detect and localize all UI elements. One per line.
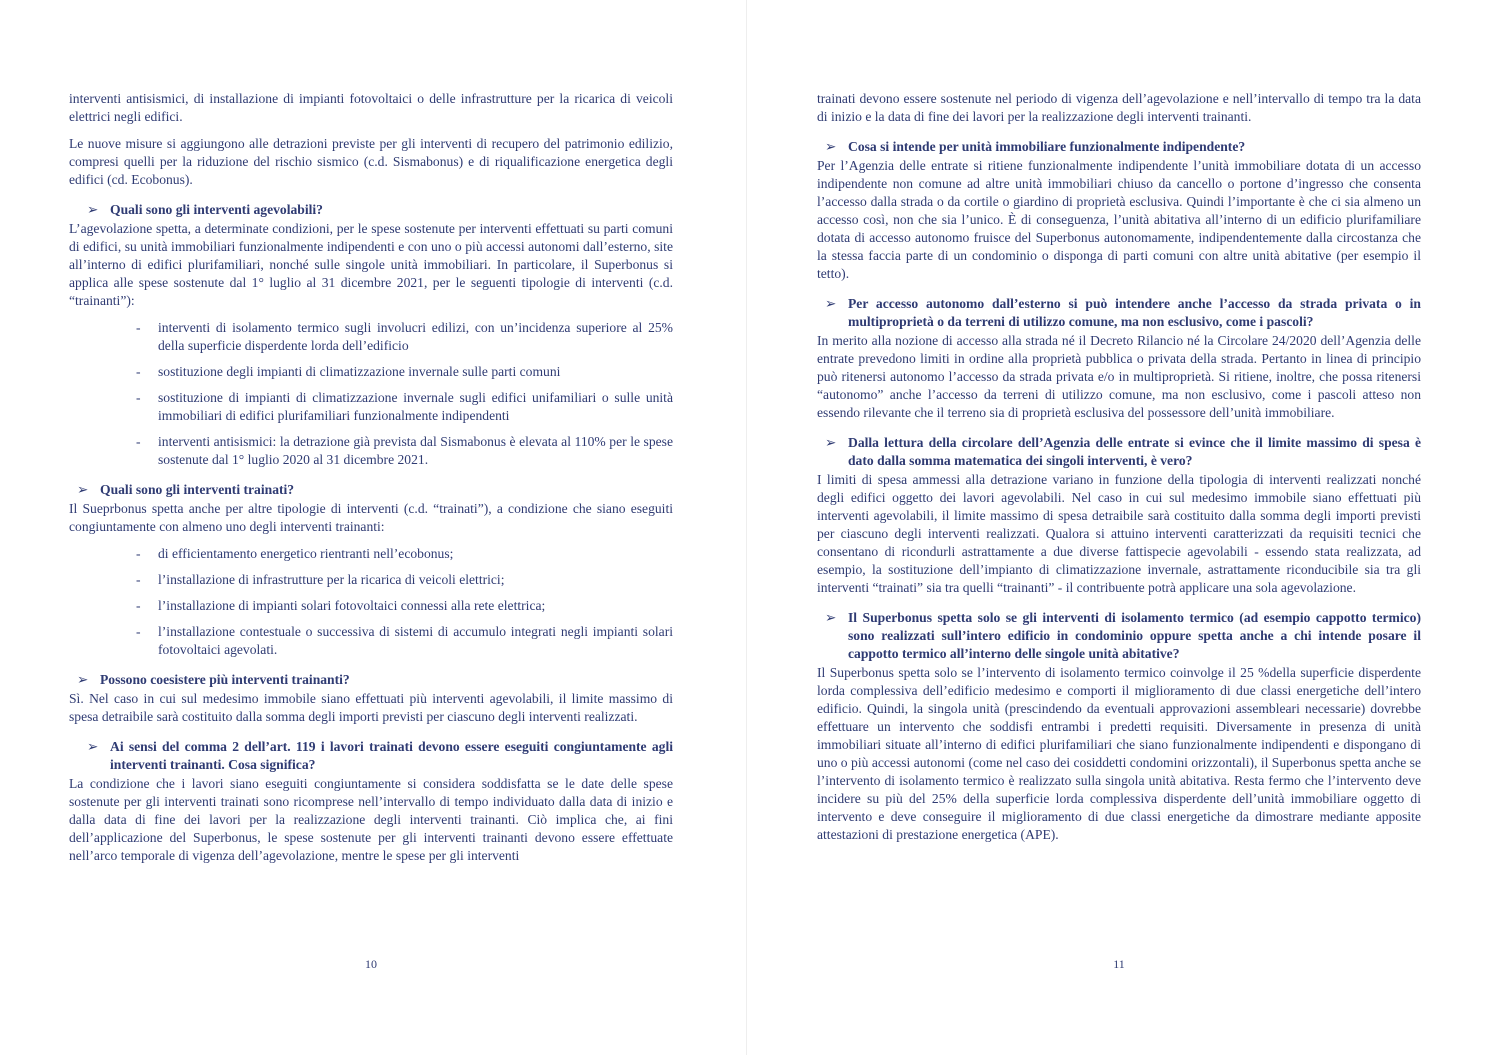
- arrow-bullet-icon: ➢: [825, 610, 837, 625]
- question-heading: [69, 481, 673, 499]
- dash-bullet: -: [136, 546, 141, 561]
- page-number: 10: [365, 957, 377, 971]
- page-left: [0, 0, 745, 1055]
- question-heading: [817, 295, 1421, 331]
- list-item: [69, 623, 673, 659]
- question-heading: [817, 138, 1421, 156]
- list-item: [69, 545, 673, 563]
- answer-paragraph: Sì. Nel caso in cui sul medesimo immobile siano effettuati più interventi agevolabili, il limite massimo di spesa detraibile sarà costituito dalla somma degli importi previsti per ciascuno degli interventi realizzati.: [69, 691, 673, 724]
- list-item: [69, 363, 673, 381]
- dash-bullet: -: [136, 624, 141, 639]
- answer-paragraph: I limiti di spesa ammessi alla detrazione variano in funzione della tipologia di interventi realizzati nonché degli edifici oggetto dei lavori agevolabili. Nel caso in cui sul medesimo immobile siano effettuati più interventi agevolabili, il limite massimo di spesa detraibile sarà costituito dalla somma degli importi previsti per ciascuno degli interventi realizzati. Qualora si attuino interventi caratterizzati da requisiti tecnici che consentano di ricondurli astrattamente a due diverse fattispecie agevolabili - essendo stata realizzata, ad esempio, la sostituzione dell’impianto di climatizzazione invernale, astrattamente riconducibile sia tra gli interventi “trainati” sia tra quelli “trainanti” - il contribuente potrà applicare una sola agevolazione.: [817, 472, 1421, 595]
- paragraph: trainati devono essere sostenute nel periodo di vigenza dell’agevolazione e nell’intervallo di tempo tra la data di inizio e la data di fine dei lavori per la realizzazione degli interventi trainanti.: [817, 91, 1421, 124]
- arrow-bullet-icon: ➢: [87, 739, 99, 754]
- question-text: Dalla lettura della circolare dell’Agenzia delle entrate si evince che il limite massimo di spesa è dato dalla somma matematica dei singoli interventi, è vero?: [848, 435, 1421, 468]
- paragraph: interventi antisismici, di installazione di impianti fotovoltaici o delle infrastrutture per la ricarica di veicoli elettrici negli edifici.: [69, 91, 673, 124]
- question-heading: [69, 738, 673, 774]
- dash-bullet: -: [136, 390, 141, 405]
- question-text: Il Superbonus spetta solo se gli interventi di isolamento termico (ad esempio cappotto termico) sono realizzati sull’intero edificio in condominio oppure spetta anche a chi intende posare il cappotto termico all’interno delle singole unità abitative?: [848, 610, 1421, 661]
- arrow-bullet-icon: ➢: [825, 296, 837, 311]
- question-text: Per accesso autonomo dall’esterno si può intendere anche l’accesso da strada privata o in multiproprietà o da terreni di utilizzo comune, ma non esclusivo, come i pascoli?: [848, 296, 1421, 329]
- answer-paragraph: In merito alla nozione di accesso alla strada né il Decreto Rilancio né la Circolare 24/2020 dell’Agenzia delle entrate prevedono limiti in ordine alla proprietà pubblica o privata della strada. Pertanto in linea di principio può ritenersi autonomo l’accesso da strada privata e/o in multiproprietà. Si ritiene, inoltre, che possa ritenersi “autonomo” anche l’accesso da terreni di utilizzo comune, ma non esclusivo, come i pascoli atteso non essendo rilevante che il terreno sia di proprietà esclusiva del possessore dell’unità immobiliare.: [817, 333, 1421, 420]
- arrow-bullet-icon: ➢: [77, 482, 89, 497]
- list-item: [69, 319, 673, 355]
- list-item: [69, 433, 673, 469]
- question-text: Quali sono gli interventi agevolabili?: [110, 202, 323, 217]
- list-item-text: l’installazione di infrastrutture per la ricarica di veicoli elettrici;: [158, 572, 505, 587]
- arrow-bullet-icon: ➢: [87, 202, 99, 217]
- dash-bullet: -: [136, 572, 141, 587]
- list-item: [69, 597, 673, 615]
- question-heading: [817, 609, 1421, 663]
- list-item-text: interventi di isolamento termico sugli involucri edilizi, con un’incidenza superiore al 25% della superficie disperdente lorda dell’edificio: [158, 320, 673, 353]
- page-right: [746, 0, 1491, 1055]
- answer-paragraph: Per l’Agenzia delle entrate si ritiene funzionalmente indipendente l’unità immobiliare dotata di un accesso indipendente non comune ad altre unità immobiliari chiuso da cancello o portone d’ingresso che consenta l’accesso dalla strada o da cortile o giardino di proprietà esclusiva. Quindi l’importante è che ci sia almeno un accesso così, non che sia l’unico. È di conseguenza, l’unità abitativa all’interno di un edificio plurifamiliare dotata di accesso autonomo fruisce del Superbonus autonomamente, indipendentemente dalla circostanza che la stessa faccia parte di un condominio o disponga di parti comuni con altre unità abitative (per esempio il tetto).: [817, 158, 1421, 281]
- list-item: [69, 571, 673, 589]
- page-right-content: [817, 90, 1421, 853]
- dash-bullet: -: [136, 364, 141, 379]
- question-text: Cosa si intende per unità immobiliare funzionalmente indipendente?: [848, 139, 1246, 154]
- question-heading: [69, 201, 673, 219]
- dash-bullet: -: [136, 434, 141, 449]
- bullet-list: [69, 545, 673, 659]
- answer-paragraph: L’agevolazione spetta, a determinate condizioni, per le spese sostenute per interventi effettuati su parti comuni di edifici, su unità immobiliari funzionalmente indipendenti e con uno o più accessi autonomi dall’esterno, site all’interno di edifici plurifamiliari, nonché sulle singole unità immobiliari. In particolare, il Superbonus si applica alle spese sostenute dal 1° luglio al 31 dicembre 2021, per le seguenti tipologie di interventi (c.d. “trainanti”):: [69, 221, 673, 308]
- list-item-text: sostituzione degli impianti di climatizzazione invernale sulle parti comuni: [158, 364, 561, 379]
- arrow-bullet-icon: ➢: [825, 435, 837, 450]
- list-item: [69, 389, 673, 425]
- list-item-text: l’installazione contestuale o successiva di sistemi di accumulo integrati negli impianti solari fotovoltaici agevolati.: [158, 624, 673, 657]
- question-heading: [69, 671, 673, 689]
- page-left-content: [69, 90, 673, 874]
- arrow-bullet-icon: ➢: [825, 139, 837, 154]
- list-item-text: sostituzione di impianti di climatizzazione invernale sugli edifici unifamiliari o sulle unità immobiliari di edifici plurifamiliari funzionalmente indipendenti: [158, 390, 673, 423]
- arrow-bullet-icon: ➢: [77, 672, 89, 687]
- dash-bullet: -: [136, 320, 141, 335]
- question-heading: [817, 434, 1421, 470]
- answer-paragraph: Il Superbonus spetta solo se l’intervento di isolamento termico coinvolge il 25 %della superficie disperdente lorda complessiva dell’edificio medesimo e comporti il miglioramento di due classi energetiche dell’intero edificio. Quindi, la singola unità (prescindendo da eventuali approvazioni assembleari necessarie) dovrebbe effettuare un intervento che soddisfi entrambi i predetti requisiti. Diversamente in presenza di unità immobiliari situate all’interno di edifici plurifamiliari che siano funzionalmente indipendenti e dispongano di uno o più accessi autonomi (come nel caso dei cosiddetti condomini orizzontali), il Superbonus spetta anche se l’intervento di isolamento termico è realizzato sulla singola unità abitativa. Resta fermo che l’intervento deve incidere su più del 25% della superficie lorda complessiva disperdente dell’unità immobiliare oggetto di intervento e deve conseguire il miglioramento di due classi energetiche da dimostrare mediante apposite attestazioni di prestazione energetica (APE).: [817, 665, 1421, 842]
- page-number: 11: [1113, 957, 1125, 971]
- list-item-text: di efficientamento energetico rientranti nell’ecobonus;: [158, 546, 454, 561]
- question-text: Ai sensi del comma 2 dell’art. 119 i lavori trainati devono essere eseguiti congiuntamente agli interventi trainanti. Cosa significa?: [110, 739, 673, 772]
- question-text: Possono coesistere più interventi trainanti?: [100, 672, 350, 687]
- list-item-text: interventi antisismici: la detrazione già prevista dal Sismabonus è elevata al 110% per le spese sostenute dal 1° luglio 2020 al 31 dicembre 2021.: [158, 434, 673, 467]
- answer-paragraph: La condizione che i lavori siano eseguiti congiuntamente si considera soddisfatta se le date delle spese sostenute per gli interventi trainati sono ricomprese nell’intervallo di tempo individuato dalla data di inizio e dalla data di fine dei lavori per la realizzazione degli interventi trainanti. Ciò implica che, ai fini dell’applicazione del Superbonus, le spese sostenute per gli interventi trainanti devono essere effettuate nell’arco temporale di vigenza dell’agevolazione, mentre le spese per gli interventi: [69, 776, 673, 863]
- bullet-list: [69, 319, 673, 469]
- paragraph: Le nuove misure si aggiungono alle detrazioni previste per gli interventi di recupero del patrimonio edilizio, compresi quelli per la riduzione del rischio sismico (c.d. Sismabonus) e di riqualificazione energetica degli edifici (cd. Ecobonus).: [69, 136, 673, 187]
- question-text: Quali sono gli interventi trainati?: [100, 482, 295, 497]
- answer-paragraph: Il Sueprbonus spetta anche per altre tipologie di interventi (c.d. “trainati”), a condizione che siano eseguiti congiuntamente con almeno uno degli interventi trainanti:: [69, 501, 673, 534]
- dash-bullet: -: [136, 598, 141, 613]
- list-item-text: l’installazione di impianti solari fotovoltaici connessi alla rete elettrica;: [158, 598, 546, 613]
